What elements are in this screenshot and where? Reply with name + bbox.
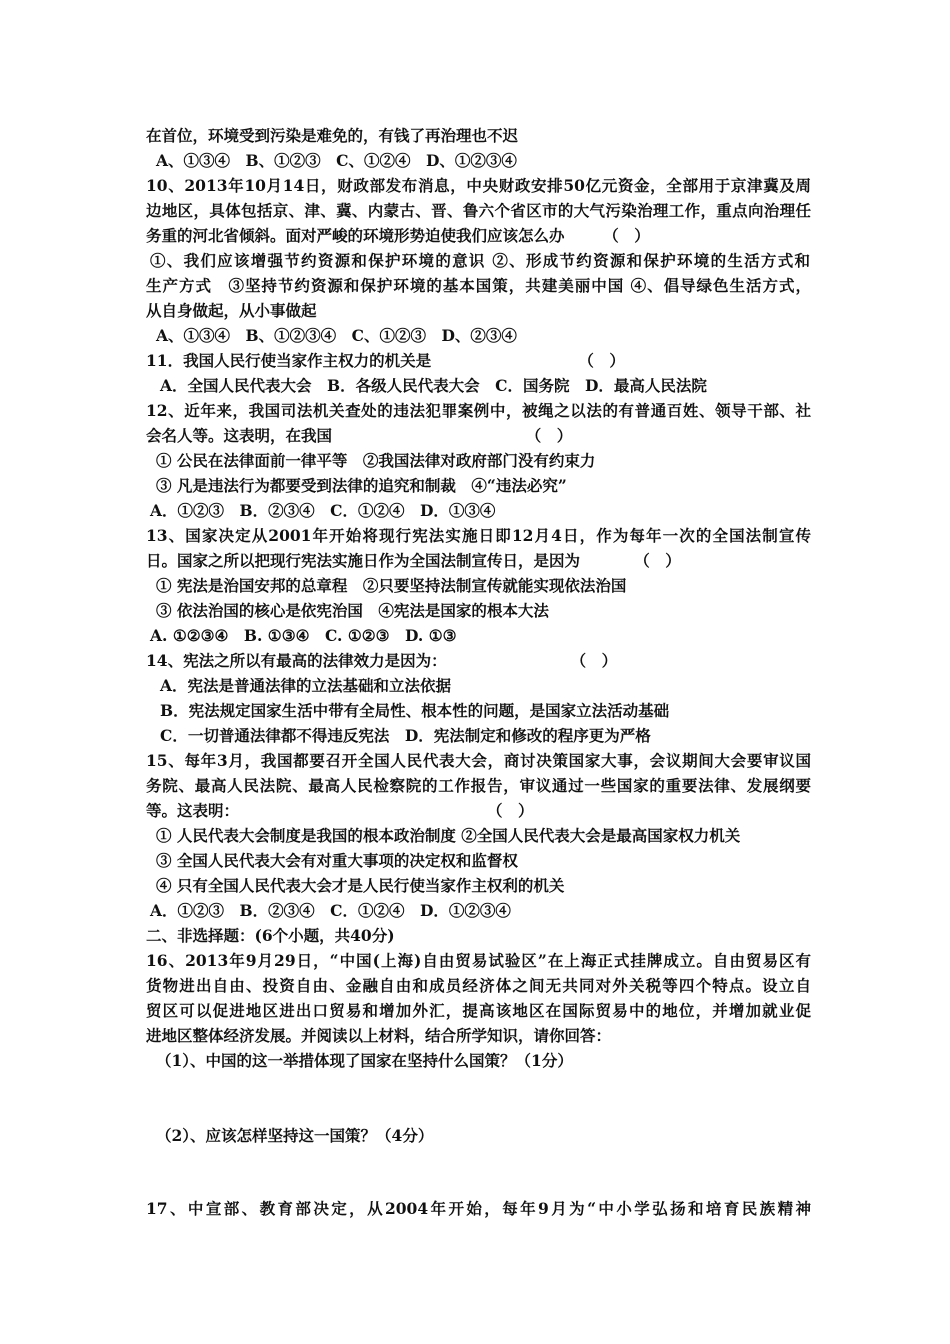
statement-line: ① 宪法是治国安邦的总章程 ②只要坚持法制宣传就能实现依法治国 (156, 576, 627, 595)
question-17-text: 17、中宣部、教育部决定，从2004年开始，每年9月为“中小学弘扬和培育民族精神 (146, 1199, 811, 1218)
question-13-text: 日。国家之所以把现行宪法实施日作为全国法制宣传日，是因为 （ ） (146, 551, 681, 570)
question-14-text: 14、宪法之所以有最高的法律效力是因为： （ ） (146, 651, 618, 670)
answer-options: A. ①②③④ B. ①③④ C. ①②③ D. ①③ (150, 626, 457, 645)
question-16-text: 进地区整体经济发展。并阅读以上材料，结合所学知识，请你回答： (146, 1026, 612, 1045)
statement-line: ④ 只有全国人民代表大会才是人民行使当家作主权利的机关 (156, 876, 565, 895)
question-16-text: 货物进出自由、投资自由、金融自由和成员经济体之间无共同对外关税等四个特点。设立自 (146, 976, 811, 995)
statement-line: 从自身做起，从小事做起 (146, 301, 317, 320)
question-10-text: 务重的河北省倾斜。面对严峻的环境形势迫使我们应该怎么办 （ ） (146, 226, 650, 245)
sub-question: （2）、应该怎样坚持这一国策？（4分） (156, 1126, 434, 1145)
question-11-text: 11．我国人民行使当家作主权力的机关是 （ ） (146, 351, 625, 370)
question-12-text: 会名人等。这表明，在我国 （ ） (146, 426, 573, 445)
question-10-text: 10、2013年10月14日，财政部发布消息，中央财政安排50亿元资金，全部用于京津冀及周 (146, 176, 811, 195)
statement-line: ③ 全国人民代表大会有对重大事项的决定权和监督权 (156, 851, 518, 870)
answer-options: A、①③④ B、①②③④ C、①②③ D、②③④ (156, 326, 517, 345)
question-15-text: 15、每年3月，我国都要召开全国人民代表大会，商讨决策国家大事，会议期间大会要审议国 (146, 751, 811, 770)
answer-options: A．①②③ B．②③④ C．①②④ D．①③④ (150, 501, 496, 520)
statement-line: ③ 依法治国的核心是依宪治国 ④宪法是国家的根本大法 (156, 601, 549, 620)
answer-option: A．宪法是普通法律的立法基础和立法依据 (160, 676, 452, 695)
question-10-text: 边地区，具体包括京、津、冀、内蒙古、晋、鲁六个省区市的大气污染治理工作，重点向治理任 (146, 201, 811, 220)
question-13-text: 13、国家决定从2001年开始将现行宪法实施日即12月4日，作为每年一次的全国法制宣传 (146, 526, 811, 545)
answer-option: B．宪法规定国家生活中带有全局性、根本性的问题，是国家立法活动基础 (160, 701, 670, 720)
answer-options: A．全国人民代表大会 B．各级人民代表大会 C．国务院 D．最高人民法院 (160, 376, 707, 395)
answer-option: C．一切普通法律都不得违反宪法 D．宪法制定和修改的程序更为严格 (160, 726, 651, 745)
text-line: 在首位，环境受到污染是难免的，有钱了再治理也不迟 (146, 126, 519, 145)
question-15-text: 等。这表明： （ ） (146, 801, 534, 820)
statement-line: ① 公民在法律面前一律平等 ②我国法律对政府部门没有约束力 (156, 451, 596, 470)
question-16-text: 贸区可以促进地区进出口贸易和增加外汇，提高该地区在国际贸易中的地位，并增加就业促 (146, 1001, 811, 1020)
answer-options: A、①③④ B、①②③ C、①②④ D、①②③④ (156, 151, 517, 170)
statement-line: ③ 凡是违法行为都要受到法律的追究和制裁 ④“违法必究” (156, 476, 567, 495)
statement-line: ① 人民代表大会制度是我国的根本政治制度 ②全国人民代表大会是最高国家权力机关 (156, 826, 741, 845)
statement-line: ①、我们应该增强节约资源和保护环境的意识 ②、形成节约资源和保护环境的生活方式和 (150, 251, 810, 270)
answer-options: A．①②③ B．②③④ C．①②④ D．①②③④ (150, 901, 511, 920)
statement-line: 生产方式 ③坚持节约资源和保护环境的基本国策，共建美丽中国 ④、倡导绿色生活方式， (146, 276, 811, 295)
question-12-text: 12、近年来，我国司法机关查处的违法犯罪案例中，被绳之以法的有普通百姓、领导干部、社 (146, 401, 811, 420)
question-16-text: 16、2013年9月29日，“中国(上海)自由贸易试验区”在上海正式挂牌成立。自由贸易区有 (146, 951, 811, 970)
question-15-text: 务院、最高人民法院、最高人民检察院的工作报告，审议通过一些国家的重要法律、发展纲要 (146, 776, 811, 795)
section-heading: 二、非选择题：(6个小题，共40分) (146, 926, 395, 945)
sub-question: （1）、中国的这一举措体现了国家在坚持什么国策？（1分） (156, 1051, 573, 1070)
